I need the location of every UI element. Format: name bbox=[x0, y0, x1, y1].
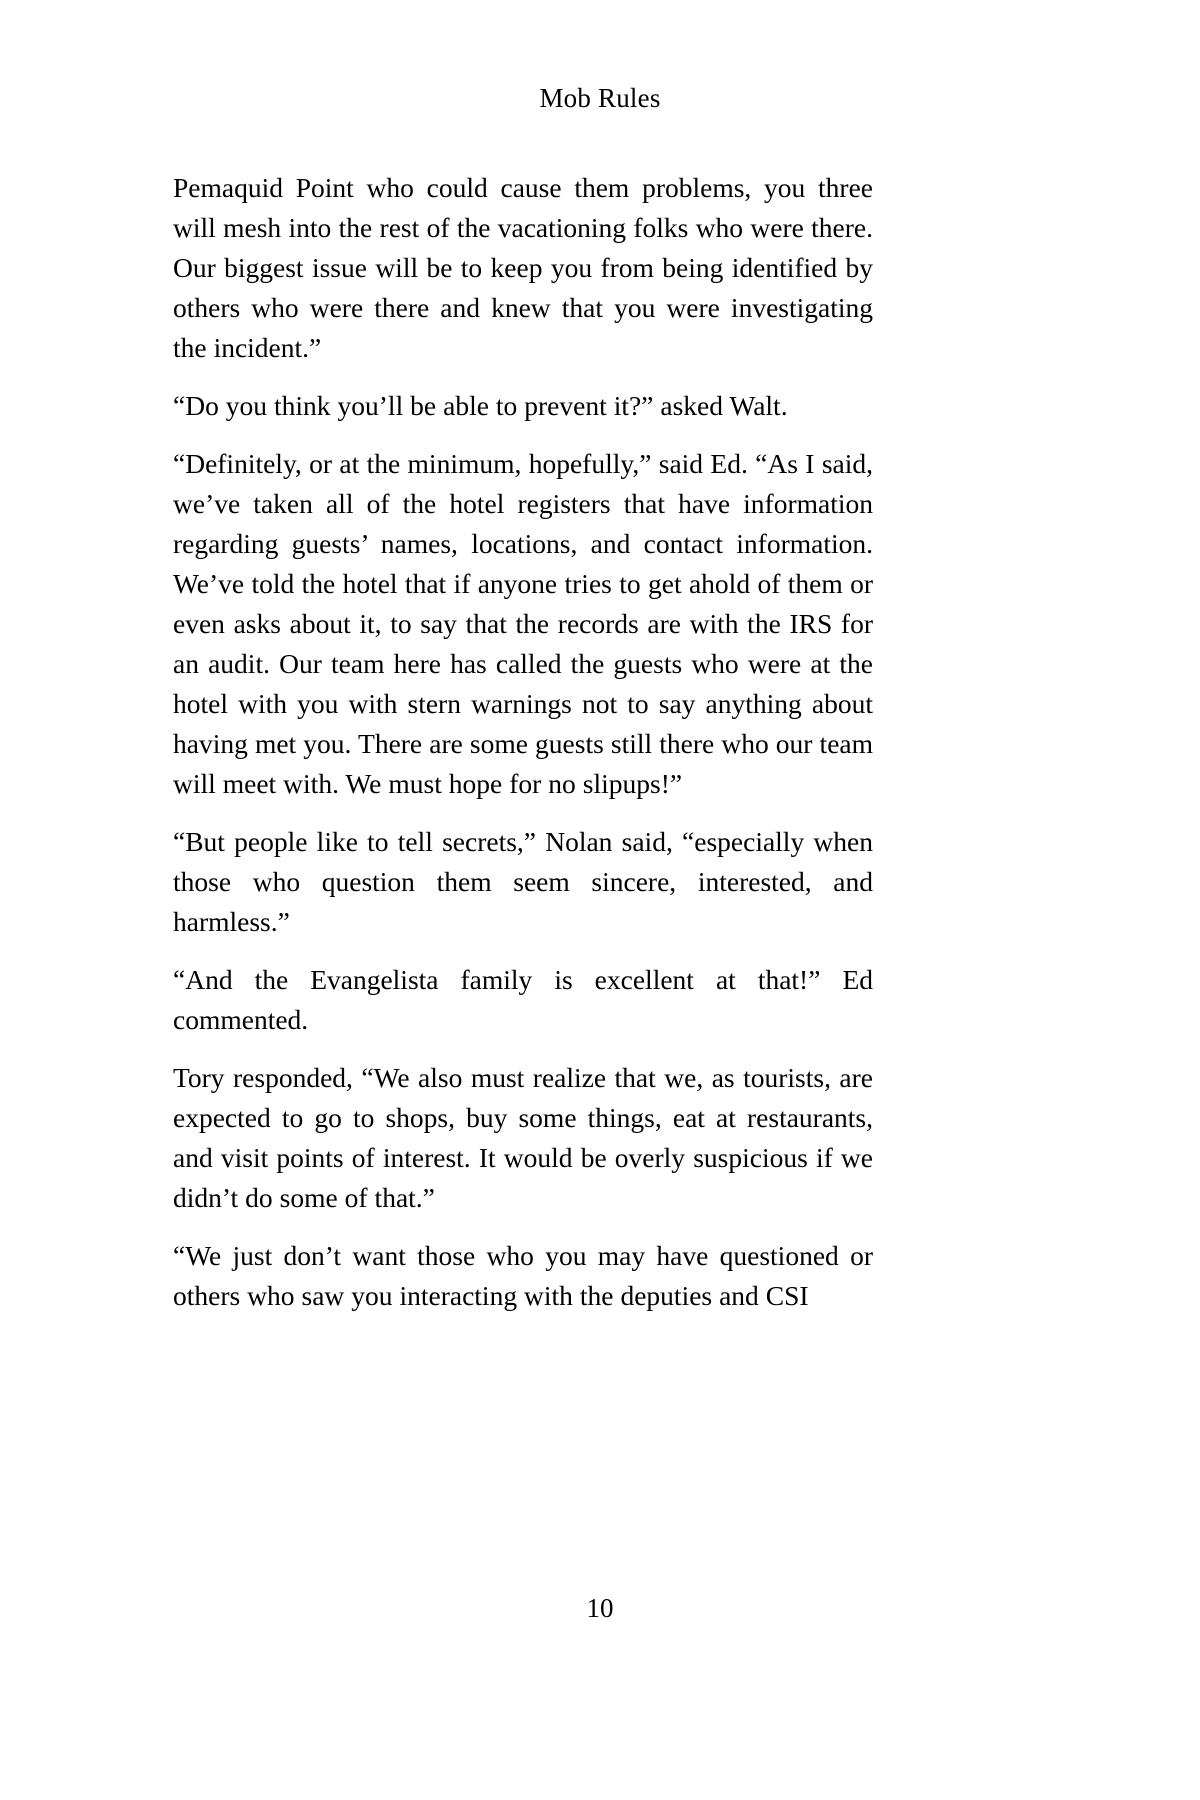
running-head: Mob Rules bbox=[539, 83, 661, 113]
paragraph: “Do you think you’ll be able to prevent it?” asked Walt. bbox=[173, 390, 788, 421]
page-number: 10 bbox=[586, 1592, 614, 1623]
paragraph: “And the Evangelista family is excellent at that!” Ed commented. bbox=[173, 964, 873, 1035]
paragraph: “But people like to tell secrets,” Nolan said, “especially when those who question them seem sincere, interested, and harmless.” bbox=[173, 826, 873, 937]
paragraph: “Definitely, or at the minimum, hopefully,” said Ed. “As I said, we’ve taken all of the hotel registers that have information regarding guests’ names, locations, and contact information. We’ve told the hotel that if anyone tries to get ahold of them or even asks about it, to say that the records are with the IRS for an audit. Our team here has called the guests who were at the hotel with you with stern warnings not to say anything about having met you. There are some guests still there who our team will meet with. We must hope for no slipups!” bbox=[173, 448, 873, 799]
paragraph: Tory responded, “We also must realize that we, as tourists, are expected to go to shops, buy some things, eat at restaurants, and visit points of interest. It would be overly suspicious if we didn’t do some of that.” bbox=[173, 1062, 873, 1213]
paragraph: Pemaquid Point who could cause them problems, you three will mesh into the rest of the vacationing folks who were there. Our biggest issue will be to keep you from being identified by others who were there and knew that you were investigating the incident.” bbox=[173, 172, 873, 363]
paragraph: “We just don’t want those who you may have questioned or others who saw you interacting with the deputies and CSI bbox=[173, 1240, 873, 1311]
body-text-block bbox=[173, 168, 873, 1316]
